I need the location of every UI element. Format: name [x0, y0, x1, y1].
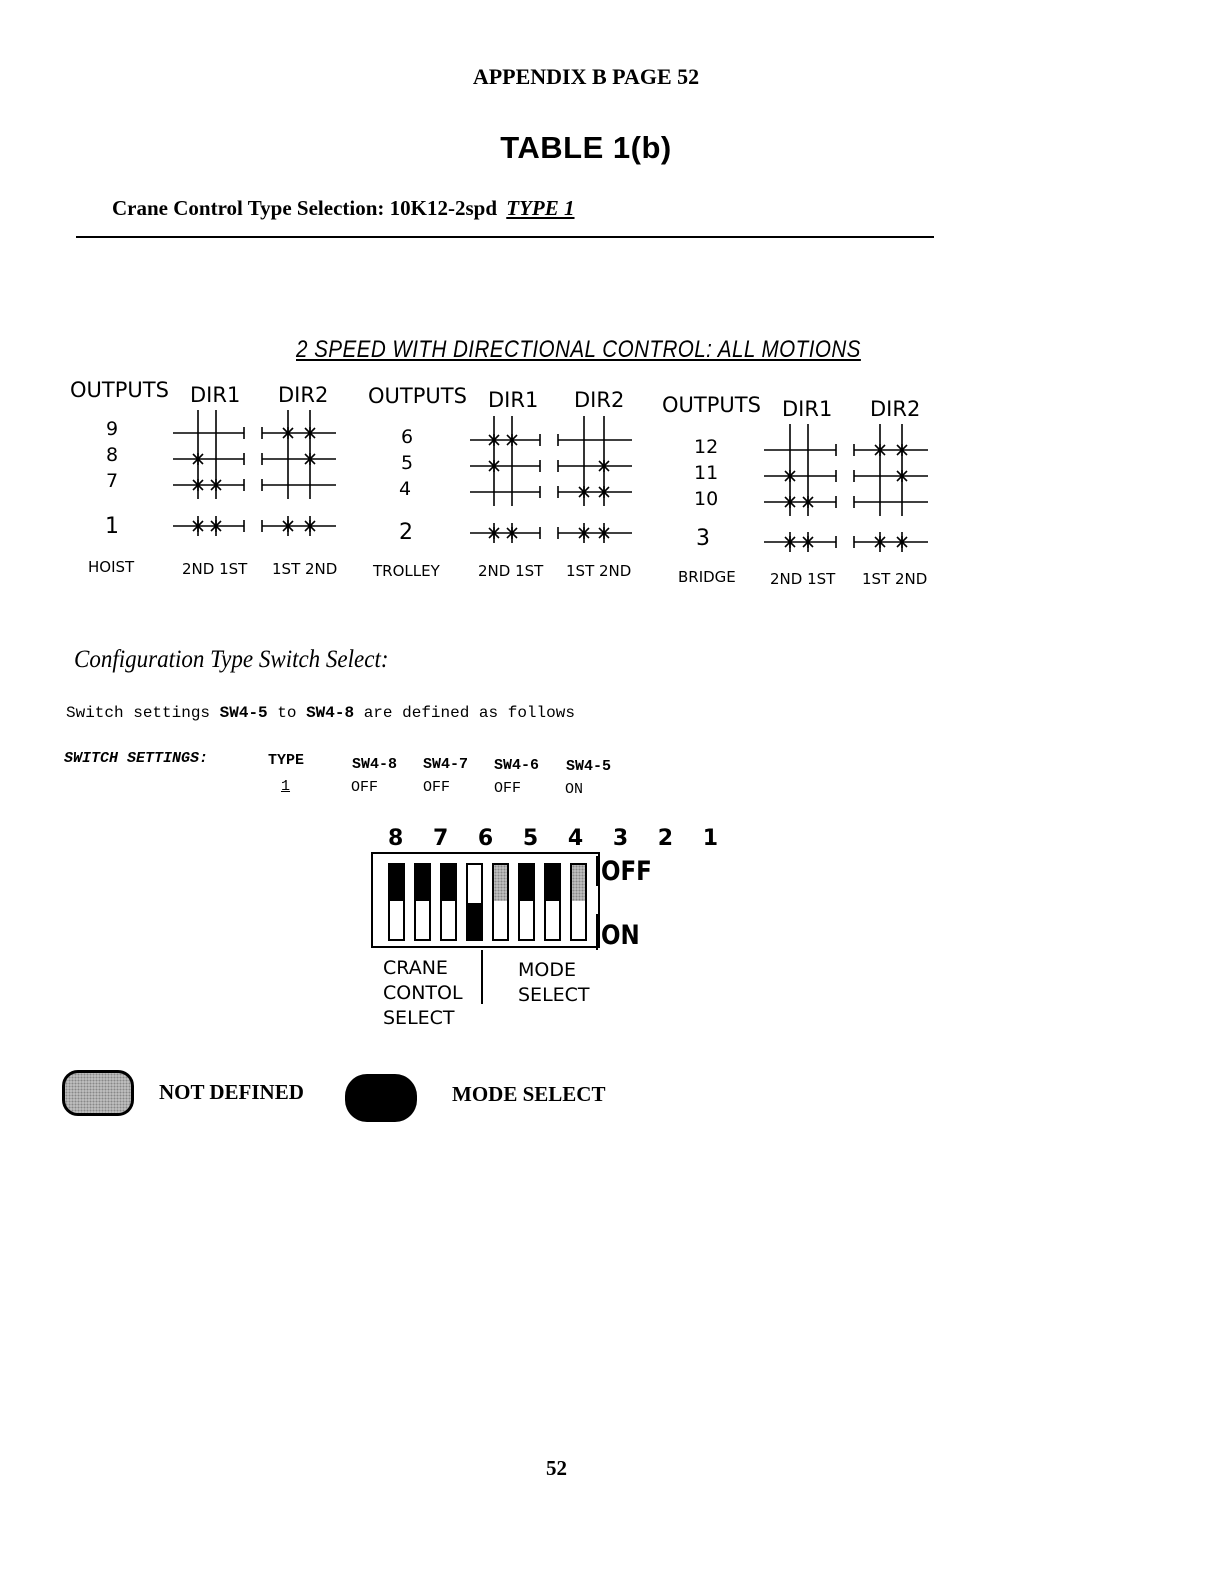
- dir2-speeds-label: 1ST 2ND: [862, 570, 928, 588]
- dir1-header-bridge: DIR1: [782, 397, 833, 421]
- dir1-header-hoist: DIR1: [190, 383, 241, 407]
- dir2-speeds-label: 1ST 2ND: [566, 562, 632, 580]
- settings-value-sw4-5: ON: [565, 781, 584, 798]
- dir2-header-hoist: DIR2: [278, 383, 329, 407]
- group-label-line: SELECT: [383, 1007, 455, 1029]
- settings-column-sw4-8: SW4-8: [352, 756, 398, 773]
- output-number: 5: [401, 452, 414, 474]
- settings-value-type: 1: [281, 778, 291, 795]
- dip-switch-toggle: [492, 863, 509, 941]
- dip-switch-toggle: [388, 863, 405, 941]
- settings-value-sw4-7: OFF: [423, 779, 451, 796]
- selection-type: TYPE 1: [506, 196, 575, 220]
- switch-settings-label: SWITCH SETTINGS:: [64, 750, 209, 767]
- motion-label-hoist: HOIST: [88, 558, 135, 576]
- dip-switch-knob: [572, 865, 585, 901]
- contact-ladder-diagram: [0, 0, 1224, 620]
- dip-switch-toggle: [544, 863, 561, 941]
- group-label-line: CONTOL: [383, 982, 463, 1004]
- not-defined-legend: NOT DEFINED: [159, 1080, 304, 1104]
- off-bracket: [596, 856, 598, 886]
- desc-text: to: [277, 704, 297, 722]
- dip-switch-knob: [494, 865, 507, 901]
- dip-switch-knob: [546, 865, 559, 901]
- dip-switch-toggle: [570, 863, 587, 941]
- dir1-speeds-label: 2ND 1ST: [478, 562, 544, 580]
- on-label: ON: [601, 920, 640, 951]
- outputs-header-trolley: OUTPUTS: [368, 384, 467, 408]
- dip-switch-knob: [442, 865, 455, 901]
- configuration-title: Configuration Type Switch Select:: [74, 646, 389, 673]
- desc-text: are defined as follows: [363, 704, 575, 722]
- output-number: 1: [105, 514, 119, 539]
- output-number: 10: [694, 488, 719, 510]
- dir1-speeds-label: 2ND 1ST: [770, 570, 836, 588]
- dip-switch-toggle: [414, 863, 431, 941]
- settings-value-sw4-6: OFF: [494, 780, 522, 797]
- off-label: OFF: [601, 856, 652, 887]
- motion-label-trolley: TROLLEY: [373, 562, 440, 580]
- group-label-line: SELECT: [518, 984, 590, 1006]
- not-defined-swatch: [62, 1070, 134, 1116]
- settings-value-sw4-8: OFF: [351, 779, 379, 796]
- output-number: 9: [106, 418, 119, 440]
- output-number: 8: [106, 444, 119, 466]
- output-number: 2: [399, 520, 413, 545]
- settings-column-sw4-7: SW4-7: [423, 756, 469, 773]
- mode-select-legend: MODE SELECT: [452, 1082, 606, 1106]
- table-title: TABLE 1(b): [500, 130, 672, 165]
- appendix-page-heading: APPENDIX B PAGE 52: [472, 64, 700, 89]
- output-number: 11: [694, 462, 719, 484]
- dip-switch-toggle: [518, 863, 535, 941]
- group-label-line: CRANE: [383, 957, 448, 979]
- dir2-speeds-label: 1ST 2ND: [272, 560, 338, 578]
- mode-select-swatch: [345, 1074, 417, 1122]
- group-label-line: MODE: [518, 959, 576, 981]
- page-number: 52: [546, 1456, 567, 1480]
- dir1-header-trolley: DIR1: [488, 388, 539, 412]
- diagram-title: 2 SPEED WITH DIRECTIONAL CONTROL: ALL MOTIONS: [296, 336, 861, 363]
- dip-switch-bank: [371, 852, 600, 948]
- dip-switch-toggle: [440, 863, 457, 941]
- settings-column-sw4-5: SW4-5: [566, 758, 612, 775]
- output-number: 3: [696, 526, 710, 551]
- settings-column-sw4-6: SW4-6: [494, 757, 540, 774]
- switch-description: [66, 704, 575, 722]
- outputs-header-hoist: OUTPUTS: [70, 378, 169, 402]
- dip-switch-toggle: [466, 863, 483, 941]
- output-number: 12: [694, 436, 719, 458]
- mode-select-label: [518, 958, 590, 1008]
- desc-text: Switch settings: [66, 704, 211, 722]
- dip-switch-knob: [468, 903, 481, 939]
- output-number: 6: [401, 426, 414, 448]
- motion-label-bridge: BRIDGE: [678, 568, 736, 586]
- dip-switch-numbers: 8 7 6 5 4 3 2 1: [388, 826, 730, 851]
- dir2-header-bridge: DIR2: [870, 397, 921, 421]
- settings-column-type: TYPE: [268, 752, 305, 769]
- output-number: 7: [106, 470, 119, 492]
- crane-control-select-label: [383, 956, 463, 1031]
- dip-switch-knob: [390, 865, 403, 901]
- on-bracket: [596, 914, 598, 950]
- selection-prefix: Crane Control Type Selection: 10K12-2spd: [112, 196, 498, 220]
- outputs-header-bridge: OUTPUTS: [662, 393, 761, 417]
- output-number: 4: [399, 478, 412, 500]
- desc-switch-end: SW4-8: [306, 704, 355, 722]
- dir2-header-trolley: DIR2: [574, 388, 625, 412]
- group-divider: [481, 950, 483, 1004]
- dip-switch-knob: [416, 865, 429, 901]
- dir1-speeds-label: 2ND 1ST: [182, 560, 248, 578]
- desc-switch-start: SW4-5: [219, 704, 268, 722]
- dip-switch-knob: [520, 865, 533, 901]
